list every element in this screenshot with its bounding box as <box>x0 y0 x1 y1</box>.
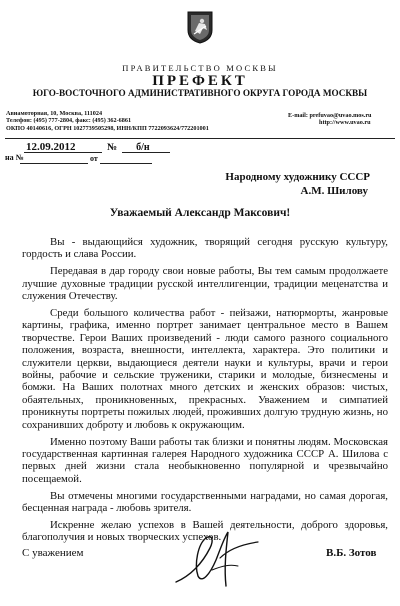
reference-number-label: на № <box>5 153 24 162</box>
letterhead-title: ПРЕФЕКТ <box>152 73 248 89</box>
body-paragraph: Именно поэтому Ваши работы так близки и понятны людям. Московская государственная картинная галерея Народного художника СССР А. Шилова с первых дней жизни стала необыкновенно популярной и чрезвычайно посещаемой. <box>22 435 388 485</box>
body-paragraph: Среди большого количества работ - пейзажи, натюрморты, жанровые картины, графика, именно портрет занимает центральное место в Вашем творчестве. Герои Ваших произведений - люди самого разного социального положения, возраста, внешности, интеллекта, характера. Это политики и служители церкви, выдающиеся деятели науки и культуры, врачи и герои войны, рабочие и сельские труженики, старики и молодые, бизнесмены и бомжи. На Ваших полотнах много детских и женских образов: чистых, обаятельных, проникновенных, прекрасных. Уважением и симпатией проникнуты портреты пожилых людей, проживших долгую трудную жизнь, но сохранивших доброту и любовь к окружающим. <box>22 307 388 431</box>
email-line: E-mail: prefuvao@uvao.mos.ru <box>288 112 372 119</box>
body-paragraph: Вы отмечены многими государственными наградами, но самая дорогая, бесценная награда - любовь зрителя. <box>22 489 388 515</box>
moscow-coat-of-arms-icon <box>186 10 214 44</box>
letter-body <box>22 236 388 548</box>
addressee-block <box>225 170 370 198</box>
addressee-name: А.М. Шилову <box>300 185 368 197</box>
body-paragraph: Искренне желаю успехов в Вашей деятельности, доброго здоровья, благополучия и новых творческих успехов. <box>22 519 388 544</box>
website-line: http://www.uvao.ru <box>319 119 371 127</box>
number-value: б/н <box>136 142 150 153</box>
reference-date-underline <box>100 163 152 164</box>
body-paragraph: Передавая в дар городу свои новые работы, Вы тем самым продолжаете лучшие духовные традиции русской интеллигенции, традиции меценатства и служения Отечеству. <box>22 265 388 303</box>
addressee-title: Народному художнику СССР <box>225 171 370 183</box>
body-paragraph: Вы - выдающийся художник, творящий сегодня русскую культуру, гордость и слава России. <box>22 236 388 261</box>
government-name: ПРАВИТЕЛЬСТВО МОСКВЫ <box>122 63 278 73</box>
letter-date: 12.09.2012 <box>26 141 76 153</box>
registration-codes-line: ОКПО 40140616, ОГРН 1027739505298, ИНН/КПП 7722093624/772201001 <box>6 124 209 132</box>
handwritten-signature <box>172 524 262 590</box>
number-underline <box>122 152 170 153</box>
phone-fax-line: Телефон: (495) 777-2804, факс: (495) 362-6861 <box>6 117 132 125</box>
organization-name: ЮГО-ВОСТОЧНОГО АДМИНИСТРАТИВНОГО ОКРУГА ГОРОДА МОСКВЫ <box>32 88 368 98</box>
address-line: Авиамоторная, 10, Москва, 111024 <box>6 110 103 117</box>
reference-date-label: от <box>90 154 98 163</box>
date-underline <box>24 152 102 153</box>
web-contacts <box>288 112 372 127</box>
salutation: Уважаемый Александр Максович! <box>109 207 291 219</box>
closing-phrase: С уважением <box>22 547 84 559</box>
reference-number-underline <box>20 163 88 164</box>
letterhead-divider <box>5 138 395 139</box>
number-sign: № <box>107 142 118 153</box>
signer-name: В.Б. Зотов <box>326 547 377 559</box>
contact-block <box>6 110 209 132</box>
